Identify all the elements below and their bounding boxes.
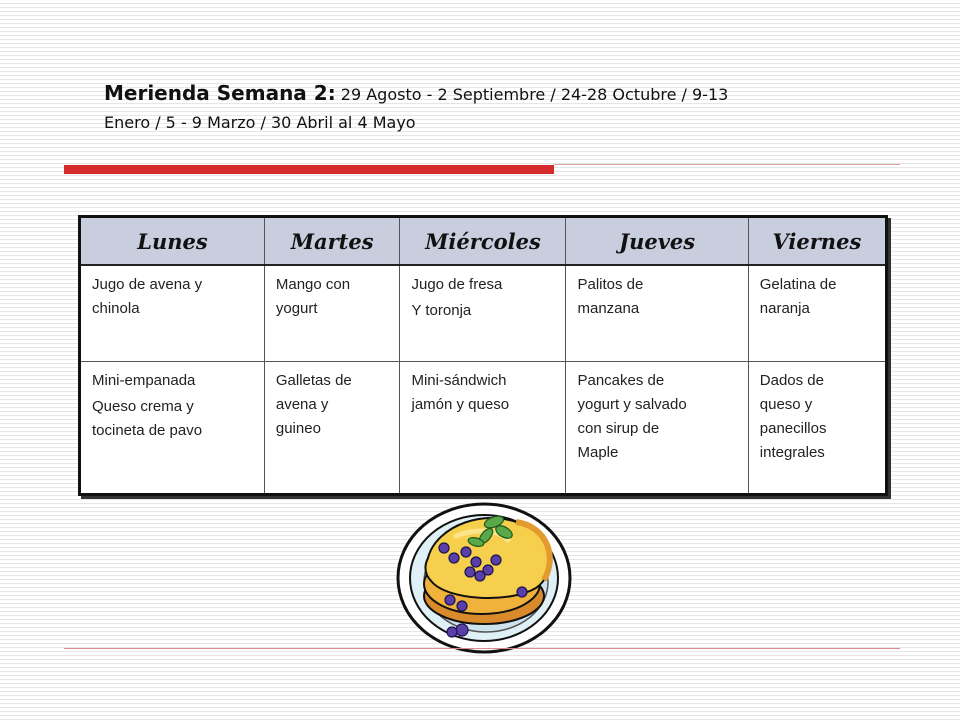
- cell-text: [411, 369, 556, 417]
- blueberry: [517, 587, 527, 597]
- day-header: Lunes: [80, 217, 265, 266]
- menu-cell: [80, 362, 265, 495]
- page-header: [104, 80, 864, 135]
- page-subtitle: Enero / 5 - 9 Marzo / 30 Abril al 4 Mayo: [104, 113, 416, 132]
- text-line: jamón y queso: [411, 396, 510, 413]
- table-header-row: [80, 217, 887, 266]
- text-line: avena y: [275, 396, 329, 413]
- text-line: queso y: [759, 396, 813, 413]
- menu-cell: [400, 362, 566, 495]
- text-line: Jugo de fresa: [411, 276, 503, 293]
- text-line: manzana: [577, 300, 640, 317]
- blueberry: [456, 624, 468, 636]
- title-colon: :: [327, 81, 336, 105]
- text-line: Maple: [577, 444, 619, 461]
- day-header: Viernes: [748, 217, 886, 266]
- text-line: panecillos: [759, 420, 827, 437]
- cell-text: [411, 299, 556, 323]
- menu-cell: [400, 265, 566, 362]
- menu-cell: [748, 362, 886, 495]
- text-line: yogurt: [275, 300, 318, 317]
- day-header: Jueves: [566, 217, 748, 266]
- cell-text: [577, 273, 738, 321]
- red-divider-thin: [554, 164, 900, 165]
- text-line: con sirup de: [577, 420, 660, 437]
- text-line: chinola: [92, 300, 140, 317]
- cell-text: [577, 369, 738, 465]
- day-header: Miércoles: [400, 217, 566, 266]
- text-line: Palitos de: [577, 276, 644, 293]
- cell-text: [276, 369, 391, 441]
- menu-cell: [264, 265, 400, 362]
- text-line: Queso crema y: [92, 398, 194, 415]
- title-bold: Merienda Semana 2: [104, 81, 328, 105]
- cell-text: [92, 273, 255, 321]
- text-line: Mini-sándwich: [411, 372, 507, 389]
- table-row: [80, 265, 887, 362]
- text-line: Y toronja: [411, 302, 472, 319]
- snack-menu-table: [78, 215, 888, 496]
- blueberry: [439, 543, 449, 553]
- cell-text: [760, 369, 876, 465]
- blueberry: [457, 601, 467, 611]
- table-row: [80, 362, 887, 495]
- menu-cell: [80, 265, 265, 362]
- text-line: Mini-empanada: [92, 372, 196, 389]
- blueberry: [475, 571, 485, 581]
- text-line: Pancakes de: [577, 372, 665, 389]
- text-line: Gelatina de: [759, 276, 837, 293]
- text-line: yogurt y salvado: [577, 396, 687, 413]
- page-title: [104, 80, 864, 108]
- blueberry: [447, 627, 457, 637]
- text-line: Galletas de: [275, 372, 352, 389]
- menu-cell: [566, 265, 748, 362]
- text-line: naranja: [759, 300, 810, 317]
- text-line: Jugo de avena y: [92, 276, 203, 293]
- menu-cell: [748, 265, 886, 362]
- blueberry: [461, 547, 471, 557]
- text-line: integrales: [759, 444, 825, 461]
- blueberry: [471, 557, 481, 567]
- blueberry: [465, 567, 475, 577]
- blueberry: [491, 555, 501, 565]
- menu-cell: [264, 362, 400, 495]
- text-line: Dados de: [759, 372, 824, 389]
- day-header: Martes: [264, 217, 400, 266]
- cell-text: [92, 369, 255, 393]
- blueberry: [445, 595, 455, 605]
- pancake-plate-icon: [396, 496, 576, 656]
- blueberry: [449, 553, 459, 563]
- cell-text: [92, 395, 255, 443]
- text-line: Mango con: [275, 276, 351, 293]
- text-line: tocineta de pavo: [92, 422, 203, 439]
- text-line: guineo: [275, 420, 321, 437]
- red-divider-thick: [64, 165, 554, 174]
- title-dates: 29 Agosto - 2 Septiembre / 24-28 Octubre / 9-13: [340, 85, 729, 104]
- cell-text: [411, 273, 556, 297]
- menu-cell: [566, 362, 748, 495]
- cell-text: [760, 273, 876, 321]
- bottom-divider: [64, 648, 900, 649]
- cell-text: [276, 273, 391, 321]
